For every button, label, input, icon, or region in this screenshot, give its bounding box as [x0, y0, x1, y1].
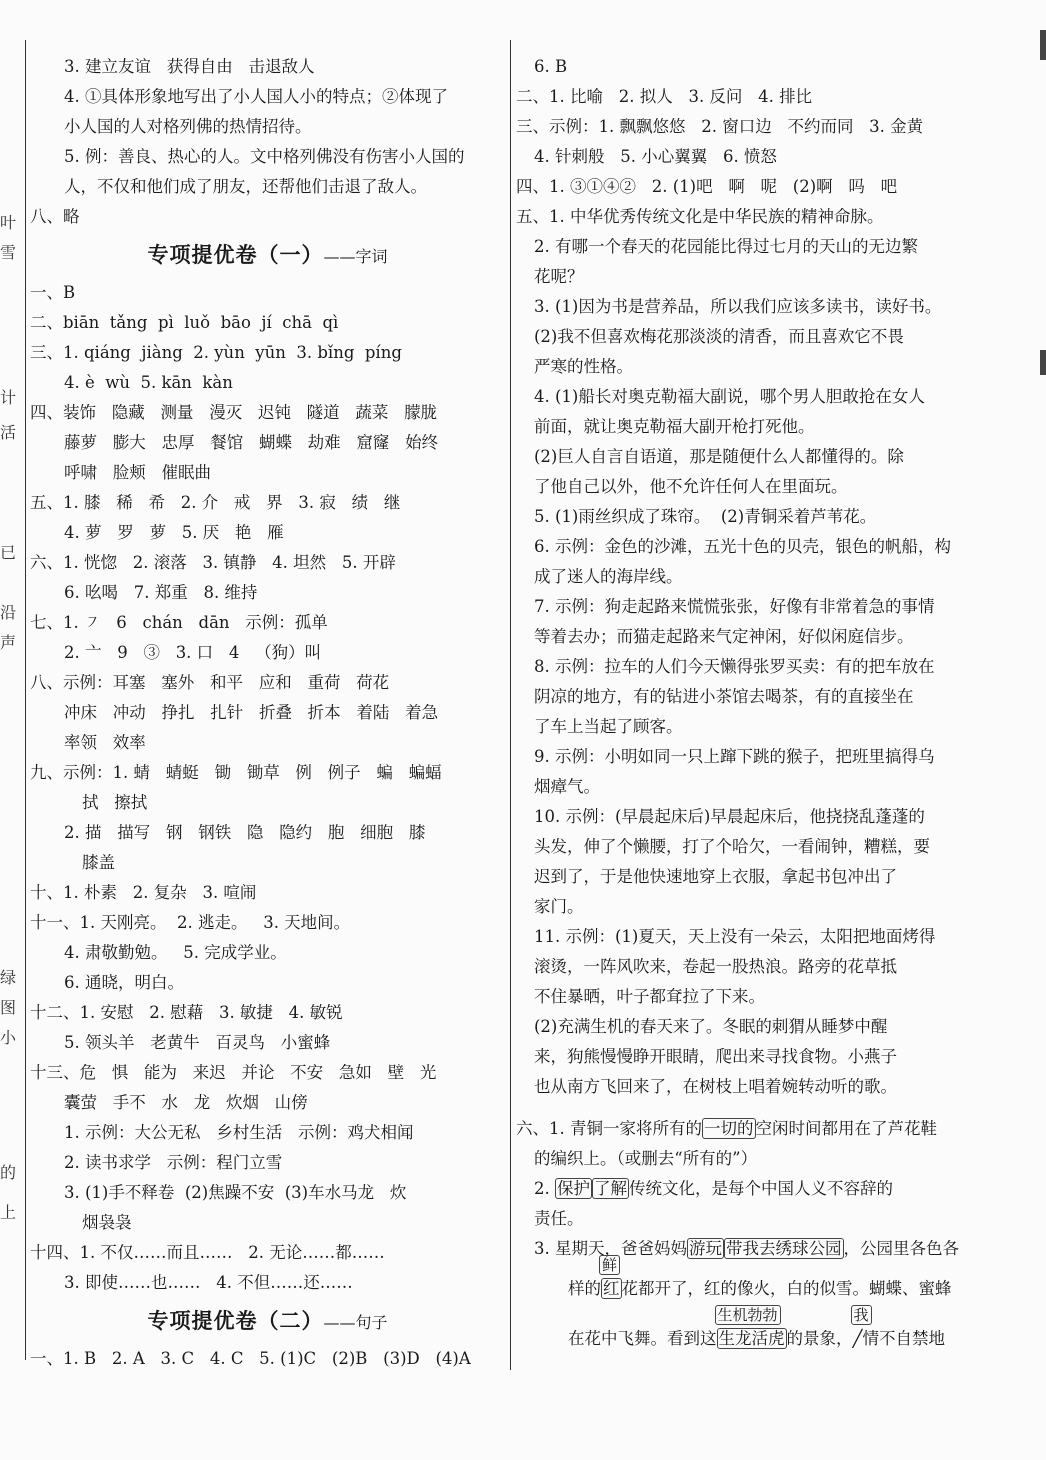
- right-column-lines: [516, 52, 988, 1102]
- margin-char: 上: [0, 1203, 17, 1222]
- correction-line: 的编织上。（或删去“所有的”）: [534, 1149, 758, 1168]
- answer-line: 三、1. qiáng jiàng 2. yùn yūn 3. bǐng píng: [30, 343, 402, 362]
- answer-line: 严寒的性格。: [534, 357, 633, 376]
- answer-line: 6. 通晓，明白。: [64, 973, 184, 992]
- answer-line: 3. 建立友谊 获得自由 击退敌人: [64, 57, 315, 76]
- answer-line: 二、1. 比喻 2. 拟人 3. 反问 4. 排比: [516, 87, 813, 106]
- answer-line: 九、示例：1. 蜻 蜻蜓 锄 锄草 例 例子 蝙 蝙蝠: [30, 763, 442, 782]
- answer-line: 率领 效率: [64, 733, 146, 752]
- answer-line: 家门。: [534, 897, 584, 916]
- margin-char: 小: [0, 1028, 17, 1047]
- answer-line: 2. 描 描写 钢 钢铁 隐 隐约 胞 细胞 膝: [64, 823, 426, 842]
- answer-line: 等着去办；而猫走起路来气定神闲，好似闲庭信步。: [534, 627, 914, 646]
- answer-line: 小人国的人对格列佛的热情招待。: [64, 117, 312, 136]
- swap-word-box: 游玩: [689, 1239, 722, 1258]
- answer-line: 呼啸 脸颊 催眠曲: [64, 463, 211, 482]
- replaced-word: 生龙活虎 生机勃勃: [717, 1329, 787, 1348]
- answer-line: (2)充满生机的春天来了。冬眠的刺猬从睡梦中醒: [534, 1017, 888, 1036]
- answer-line: 阴凉的地方，有的钻进小茶馆去喝茶，有的直接坐在: [534, 687, 914, 706]
- section-title-main: 专项提优卷（二）: [147, 1309, 324, 1333]
- answer-line: 六、1. 恍惚 2. 滚落 3. 镇静 4. 坦然 5. 开辟: [30, 553, 396, 572]
- insertion-word: 我: [851, 1305, 872, 1325]
- answer-line: 膝盖: [82, 853, 115, 872]
- answer-line: 5. 例：善良、热心的人。文中格列佛没有伤害小人国的: [64, 147, 465, 166]
- answer-line: 七、1. ㇇ 6 chán dān 示例：孤单: [30, 613, 328, 632]
- left-margin-fragments: [0, 0, 22, 1460]
- column-divider: [510, 40, 511, 1370]
- answer-line: 4. (1)船长对奥克勒福大副说，哪个男人胆敢抢在女人: [534, 387, 925, 406]
- answer-line: (2)我不但喜欢梅花那淡淡的清香，而且喜欢它不畏: [534, 327, 904, 346]
- answer-line: 拭 擦拭: [82, 793, 148, 812]
- answer-line: 11. 示例：(1)夏天，天上没有一朵云，太阳把地面烤得: [534, 927, 936, 946]
- answer-line: 4. ①具体形象地写出了小人国人小的特点；②体现了: [64, 87, 448, 106]
- answer-line: 囊萤 手不 水 龙 炊烟 山傍: [64, 1093, 308, 1112]
- correction-section: [516, 1114, 988, 1354]
- replacement-word: 鲜: [599, 1255, 620, 1275]
- inserted-word: ╱ 我: [853, 1329, 863, 1348]
- answer-line: 不住暴晒，叶子都耷拉了下来。: [534, 987, 765, 1006]
- correction-line: 责任。: [534, 1209, 584, 1228]
- answer-line: 2. 亠 9 ③ 3. 口 4 （狗）叫: [64, 643, 322, 662]
- margin-char: 的: [0, 1163, 17, 1182]
- swap-word-box: 保护: [557, 1179, 590, 1198]
- answer-line: 4. è wù 5. kān kàn: [64, 373, 233, 392]
- margin-char: 沿: [0, 603, 17, 622]
- answer-line: 10. 示例：(早晨起床后)早晨起床后，他挠挠乱蓬蓬的: [534, 807, 925, 826]
- answer-line: 三、示例：1. 飘飘悠悠 2. 窗口边 不约而同 3. 金黄: [516, 117, 924, 136]
- answer-line: 9. 示例：小明如同一只上蹿下跳的猴子，把班里搞得乌: [534, 747, 935, 766]
- answer-line: 5. (1)雨丝织成了珠帘。 (2)青铜采着芦苇花。: [534, 507, 877, 526]
- inserted-word-box: 一切的: [704, 1119, 754, 1138]
- answer-line: 四、装饰 隐藏 测量 漫灭 迟钝 隧道 蔬菜 朦胧: [30, 403, 438, 422]
- answer-line: 5. 领头羊 老黄牛 百灵鸟 小蜜蜂: [64, 1033, 331, 1052]
- answer-line: 冲床 冲动 挣扎 扎针 折叠 折本 着陆 着急: [64, 703, 439, 722]
- answer-line: 头发，伸了个懒腰，打了个哈欠，一看闹钟，糟糕，要: [534, 837, 930, 856]
- answer-line: 四、1. ③①④② 2. (1)吧 啊 呢 (2)啊 吗 吧: [516, 177, 898, 196]
- replaced-word: 红 鲜: [601, 1279, 622, 1298]
- answer-line: (2)巨人自言自语道，那是随便什么人都懂得的。除: [534, 447, 904, 466]
- answer-line: 一、1. B 2. A 3. C 4. C 5. (1)C (2)B (3)D (4)A: [30, 1349, 471, 1368]
- answer-line: 6. 示例：金色的沙滩，五光十色的贝壳，银色的帆船，构: [534, 537, 951, 556]
- answer-line: 来，狗熊慢慢睁开眼睛，爬出来寻找食物。小燕子: [534, 1047, 897, 1066]
- answer-line: 前面，就让奥克勒福大副开枪打死他。: [534, 417, 815, 436]
- margin-char: 已: [0, 543, 17, 562]
- section-title-sub: ——句子: [323, 1313, 388, 1332]
- answer-line: 一、B: [30, 283, 76, 302]
- answer-line: 6. 吆喝 7. 郑重 8. 维持: [64, 583, 258, 602]
- section-title-main: 专项提优卷（一）: [147, 243, 324, 267]
- answer-line: 八、略: [30, 207, 80, 226]
- answer-line: 滚烫，一阵风吹来，卷起一股热浪。路旁的花草抵: [534, 957, 897, 976]
- answer-line: 1. 示例：大公无私 乡村生活 示例：鸡犬相闻: [64, 1123, 414, 1142]
- correction-line: 在花中飞舞。看到这 生龙活虎 生机勃勃 的景象，╱ 我 情不自禁地: [568, 1306, 945, 1348]
- answer-line: 十三、危 惧 能为 来迟 并论 不安 急如 壁 光: [30, 1063, 437, 1082]
- left-column: [30, 52, 505, 1374]
- answer-line: 成了迷人的海岸线。: [534, 567, 683, 586]
- answer-line: 3. (1)因为书是营养品，所以我们应该多读书，读好书。: [534, 297, 942, 316]
- margin-char: 绿: [0, 968, 17, 987]
- answer-line: 也从南方飞回来了，在树枝上唱着婉转动听的歌。: [534, 1077, 897, 1096]
- right-edge-mark: [1040, 350, 1046, 375]
- answer-line: 花呢？: [534, 267, 584, 286]
- correction-line: 六、1. 青铜一家将所有的 一切的 空闲时间都用在了芦花鞋: [516, 1119, 937, 1138]
- answer-line: 八、示例：耳塞 塞外 和平 应和 重荷 荷花: [30, 673, 390, 692]
- answer-line: 十一、1. 天刚亮。 2. 逃走。 3. 天地间。: [30, 913, 351, 932]
- answer-line: 了车上当起了顾客。: [534, 717, 683, 736]
- section-title-sub: ——字词: [323, 247, 388, 266]
- answer-line: 二、biān tǎng pì luǒ bāo jí chā qì: [30, 313, 339, 332]
- answer-line: 烟瘴气。: [534, 777, 600, 796]
- answer-line: 4. 萝 罗 萝 5. 厌 艳 雁: [64, 523, 284, 542]
- left-border-line: [25, 40, 26, 1360]
- answer-line: 十四、1. 不仅……而且…… 2. 无论……都……: [30, 1243, 385, 1262]
- answer-line: 3. 即使……也…… 4. 不但……还……: [64, 1273, 353, 1292]
- answer-line: 2. 读书求学 示例：程门立雪: [64, 1153, 283, 1172]
- margin-char: 活: [0, 423, 17, 442]
- answer-line: 8. 示例：拉车的人们今天懒得张罗买卖：有的把车放在: [534, 657, 935, 676]
- answer-line: 五、1. 膝 稀 希 2. 介 戒 界 3. 寂 绩 继: [30, 493, 401, 512]
- margin-char: 声: [0, 633, 17, 652]
- answer-line: 4. 针刺般 5. 小心翼翼 6. 愤怒: [534, 147, 777, 166]
- correction-line: 样的 红 鲜 花都开了，红的像火，白的似雪。蝴蝶、蜜蜂: [568, 1256, 952, 1298]
- answer-line: 迟到了，于是他快速地穿上衣服，拿起书包冲出了: [534, 867, 897, 886]
- answer-line: 6. B: [534, 57, 568, 76]
- margin-char: 雪: [0, 243, 17, 262]
- replacement-word: 生机勃勃: [715, 1305, 781, 1325]
- answer-line: 人，不仅和他们成了朋友，还帮他们击退了敌人。: [64, 177, 427, 196]
- margin-char: 图: [0, 998, 17, 1017]
- section-title: [30, 1298, 505, 1344]
- answer-line: 十二、1. 安慰 2. 慰藉 3. 敏捷 4. 敏锐: [30, 1003, 343, 1022]
- answer-line: 2. 有哪一个春天的花园能比得过七月的天山的无边繁: [534, 237, 918, 256]
- answer-line: 了他自己以外，他不允许任何人在里面玩。: [534, 477, 848, 496]
- answer-line: 3. (1)手不释卷 (2)焦躁不安 (3)车水马龙 炊: [64, 1183, 407, 1202]
- swap-word-box: 带我去绣球公园: [726, 1239, 842, 1258]
- margin-char: 叶: [0, 213, 17, 232]
- right-edge-mark: [1040, 30, 1046, 60]
- answer-line: 烟袅袅: [82, 1213, 132, 1232]
- section-title: [30, 232, 505, 278]
- margin-char: 计: [0, 388, 17, 407]
- swap-word-box: 了解: [594, 1179, 627, 1198]
- answer-line: 藤萝 膨大 忠厚 餐馆 蝴蝶 劫难 窟窿 始终: [64, 433, 439, 452]
- answer-line: 十、1. 朴素 2. 复杂 3. 喧闹: [30, 883, 257, 902]
- correction-line: 3. 星期天，爸爸妈妈 游玩 带我去绣球公园 ，公园里各色各: [534, 1239, 959, 1258]
- answer-line: 4. 肃敬勤勉。 5. 完成学业。: [64, 943, 287, 962]
- right-column: [516, 52, 988, 1354]
- answer-line: 五、1. 中华优秀传统文化是中华民族的精神命脉。: [516, 207, 884, 226]
- correction-line: 2. 保护 了解 传统文化，是每个中国人义不容辞的: [534, 1179, 893, 1198]
- answer-line: 7. 示例：狗走起路来慌慌张张，好像有非常着急的事情: [534, 597, 935, 616]
